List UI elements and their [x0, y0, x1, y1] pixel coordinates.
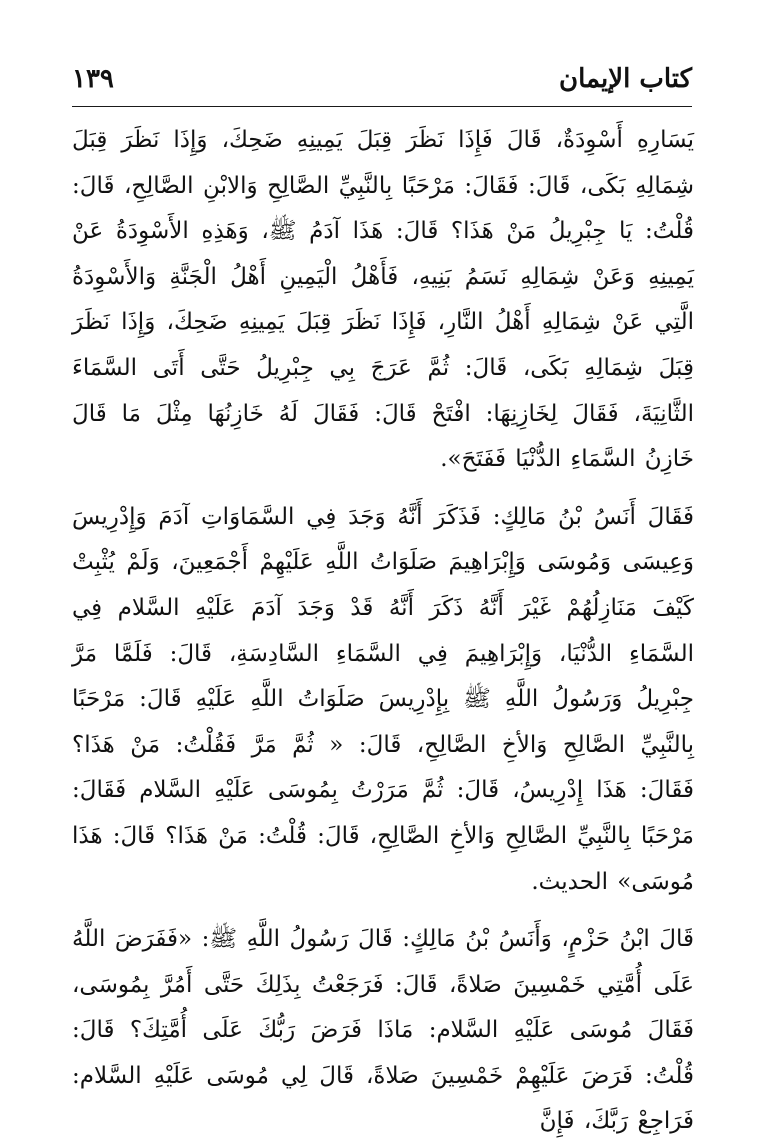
book-title: كتاب الإيمان	[558, 64, 692, 94]
paragraph-3: قَالَ ابْنُ حَزْمٍ، وَأَنَسُ بْنُ مَالِكٍ: قَالَ رَسُولُ اللَّهِ ﷺ: «فَفَرَضَ اللَّهُ عَلَى أُمَّتِي خَمْسِينَ صَلاةً، قَالَ: فَرَجَعْتُ بِذَلِكَ حَتَّى أَمُرَّ بِمُوسَى، فَقَالَ مُوسَى عَلَيْهِ السَّلام: مَاذَا فَرَضَ رَبُّكَ عَلَى أُمَّتِكَ؟ قَالَ: قُلْتُ: فَرَضَ عَلَيْهِمْ خَمْسِينَ صَلاةً، قَالَ لِي مُوسَى عَلَيْهِ السَّلام: فَرَاجِعْ رَبَّكَ، فَإِنَّ	[72, 926, 694, 1135]
page-number: ١٣٩	[72, 64, 114, 94]
page-body	[72, 118, 694, 1145]
paragraph-1: يَسَارِهِ أَسْوِدَةٌ، قَالَ فَإِذَا نَظَرَ قِبَلَ يَمِينِهِ ضَحِكَ، وَإِذَا نَظَرَ قِبَلَ شِمَالِهِ بَكَى، قَالَ: فَقَالَ: مَرْحَبًا بِالنَّبِيِّ الصَّالِحِ وَالابْنِ الصَّالِحِ، قَالَ: قُلْتُ: يَا جِبْرِيلُ مَنْ هَذَا؟ قَالَ: هَذَا آدَمُ ﷺ، وَهَذِهِ الأَسْوِدَةُ عَنْ يَمِينِهِ وَعَنْ شِمَالِهِ نَسَمُ بَنِيهِ، فَأَهْلُ الْيَمِينِ أَهْلُ الْجَنَّةِ وَالأَسْوِدَةُ الَّتِي عَنْ شِمَالِهِ أَهْلُ النَّارِ، فَإِذَا نَظَرَ قِبَلَ يَمِينِهِ ضَحِكَ، وَإِذَا نَظَرَ قِبَلَ شِمَالِهِ بَكَى، قَالَ: ثُمَّ عَرَجَ بِي جِبْرِيلُ حَتَّى أَتَى السَّمَاءَ الثَّانِيَةَ، فَقَالَ لِخَازِنِهَا: افْتَحْ قَالَ: فَقَالَ لَهُ خَازِنُهَا مِثْلَ مَا قَالَ خَازِنُ السَّمَاءِ الدُّنْيَا فَفَتَحَ».	[72, 127, 694, 473]
paragraph-2: فَقَالَ أَنَسُ بْنُ مَالِكٍ: فَذَكَرَ أَنَّهُ وَجَدَ فِي السَّمَاوَاتِ آدَمَ وَإِدْرِيسَ وَعِيسَى وَمُوسَى وَإِبْرَاهِيمَ صَلَوَاتُ اللَّهِ عَلَيْهِمْ أَجْمَعِينَ، وَلَمْ يُثْبِتْ كَيْفَ مَنَازِلُهُمْ غَيْرَ أَنَّهُ ذَكَرَ أَنَّهُ قَدْ وَجَدَ آدَمَ عَلَيْهِ السَّلام فِي السَّمَاءِ الدُّنْيَا، وَإِبْرَاهِيمَ فِي السَّمَاءِ السَّادِسَةِ، قَالَ: فَلَمَّا مَرَّ جِبْرِيلُ وَرَسُولُ اللَّهِ ﷺ بِإِدْرِيسَ صَلَوَاتُ اللَّهِ عَلَيْهِ قَالَ: مَرْحَبًا بِالنَّبِيِّ الصَّالِحِ وَالأخِ الصَّالِحِ، قَالَ: « ثُمَّ مَرَّ فَقُلْتُ: مَنْ هَذَا؟ فَقَالَ: هَذَا إِدْرِيسُ، قَالَ: ثُمَّ مَرَرْتُ بِمُوسَى عَلَيْهِ السَّلام فَقَالَ: مَرْحَبًا بِالنَّبِيِّ الصَّالِحِ وَالأخِ الصَّالِحِ، قَالَ: قُلْتُ: مَنْ هَذَا؟ قَالَ: هَذَا مُوسَى» الحديث.	[72, 503, 694, 895]
page-header	[72, 60, 692, 107]
